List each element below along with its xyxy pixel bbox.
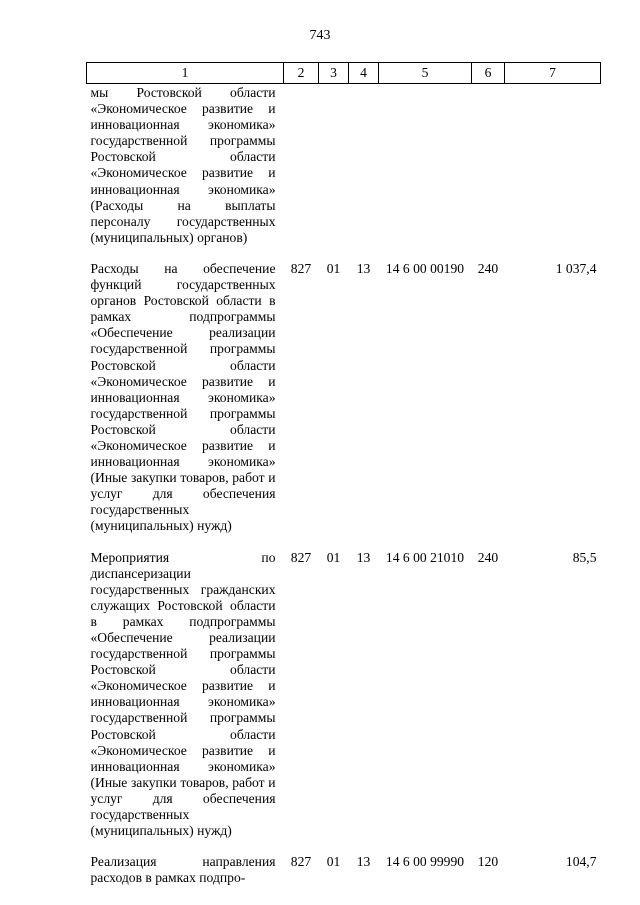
column-header-6: 6: [472, 63, 505, 84]
row-amount: 104,7: [565, 854, 597, 870]
row-code-4: 13: [356, 854, 371, 870]
row-code-3: [319, 84, 349, 258]
row-code-2: [284, 84, 319, 258]
row-code-4: 13: [356, 260, 371, 276]
row-code-6: 240: [477, 549, 499, 565]
row-code-2: 827: [290, 854, 312, 870]
table-row: [87, 258, 601, 547]
page-number: 743: [309, 28, 331, 43]
row-code-5: 14 6 00 99990: [385, 854, 465, 870]
budget-table: [86, 62, 601, 898]
table-row: [87, 851, 601, 898]
row-code-3: 01: [326, 260, 341, 276]
row-description: мы Ростовской области «Экономическое развитие и инновационная экономика» государственной программы Ростовской области «Экономическое развитие и инновационная экономика» (Расходы на выплаты персоналу государственных (муниципальных) органов): [90, 85, 276, 245]
row-code-3: 01: [326, 549, 341, 565]
row-code-5: 14 6 00 21010: [385, 549, 465, 565]
row-code-4: 13: [356, 549, 371, 565]
row-description: Расходы на обеспечение функций государственных органов Ростовской области в рамках подпрограммы «Обеспечение реализации государственной программы Ростовской области «Экономическое развитие и инновационная экономика» государственной программы Ростовской области «Экономическое развитие и инновационная экономика» (Иные закупки товаров, работ и услуг для обеспечения государственных (муниципальных) нужд): [90, 260, 276, 534]
row-code-6: 240: [477, 260, 499, 276]
table-row: [87, 84, 601, 258]
column-header-1: 1: [87, 63, 284, 84]
column-header-7: 7: [505, 63, 601, 84]
row-code-2: 827: [290, 549, 312, 565]
row-description: Реализация направления расходов в рамках подпро-: [90, 854, 276, 886]
row-description: Мероприятия по диспансеризации государственных гражданских служащих Ростовской области в рамках подпрограммы «Обеспечение реализации государственной программы Ростовской области «Экономическое развитие и инновационная экономика» государственной программы Ростовской области «Экономическое развитие и инновационная экономика» (Иные закупки товаров, работ и услуг для обеспечения государственных (муниципальных) нужд): [90, 549, 276, 839]
row-code-4: [349, 84, 379, 258]
row-amount: 85,5: [572, 549, 597, 565]
row-amount: 1 037,4: [555, 260, 597, 276]
table-header-row: [87, 63, 601, 84]
row-code-6: [472, 84, 505, 258]
row-amount: [505, 84, 601, 258]
table-row: [87, 547, 601, 852]
row-code-5: [379, 84, 472, 258]
column-header-3: 3: [319, 63, 349, 84]
column-header-2: 2: [284, 63, 319, 84]
column-header-4: 4: [349, 63, 379, 84]
row-code-6: 120: [477, 854, 499, 870]
row-code-5: 14 6 00 00190: [385, 260, 465, 276]
column-header-5: 5: [379, 63, 472, 84]
row-code-3: 01: [326, 854, 341, 870]
row-code-2: 827: [290, 260, 312, 276]
